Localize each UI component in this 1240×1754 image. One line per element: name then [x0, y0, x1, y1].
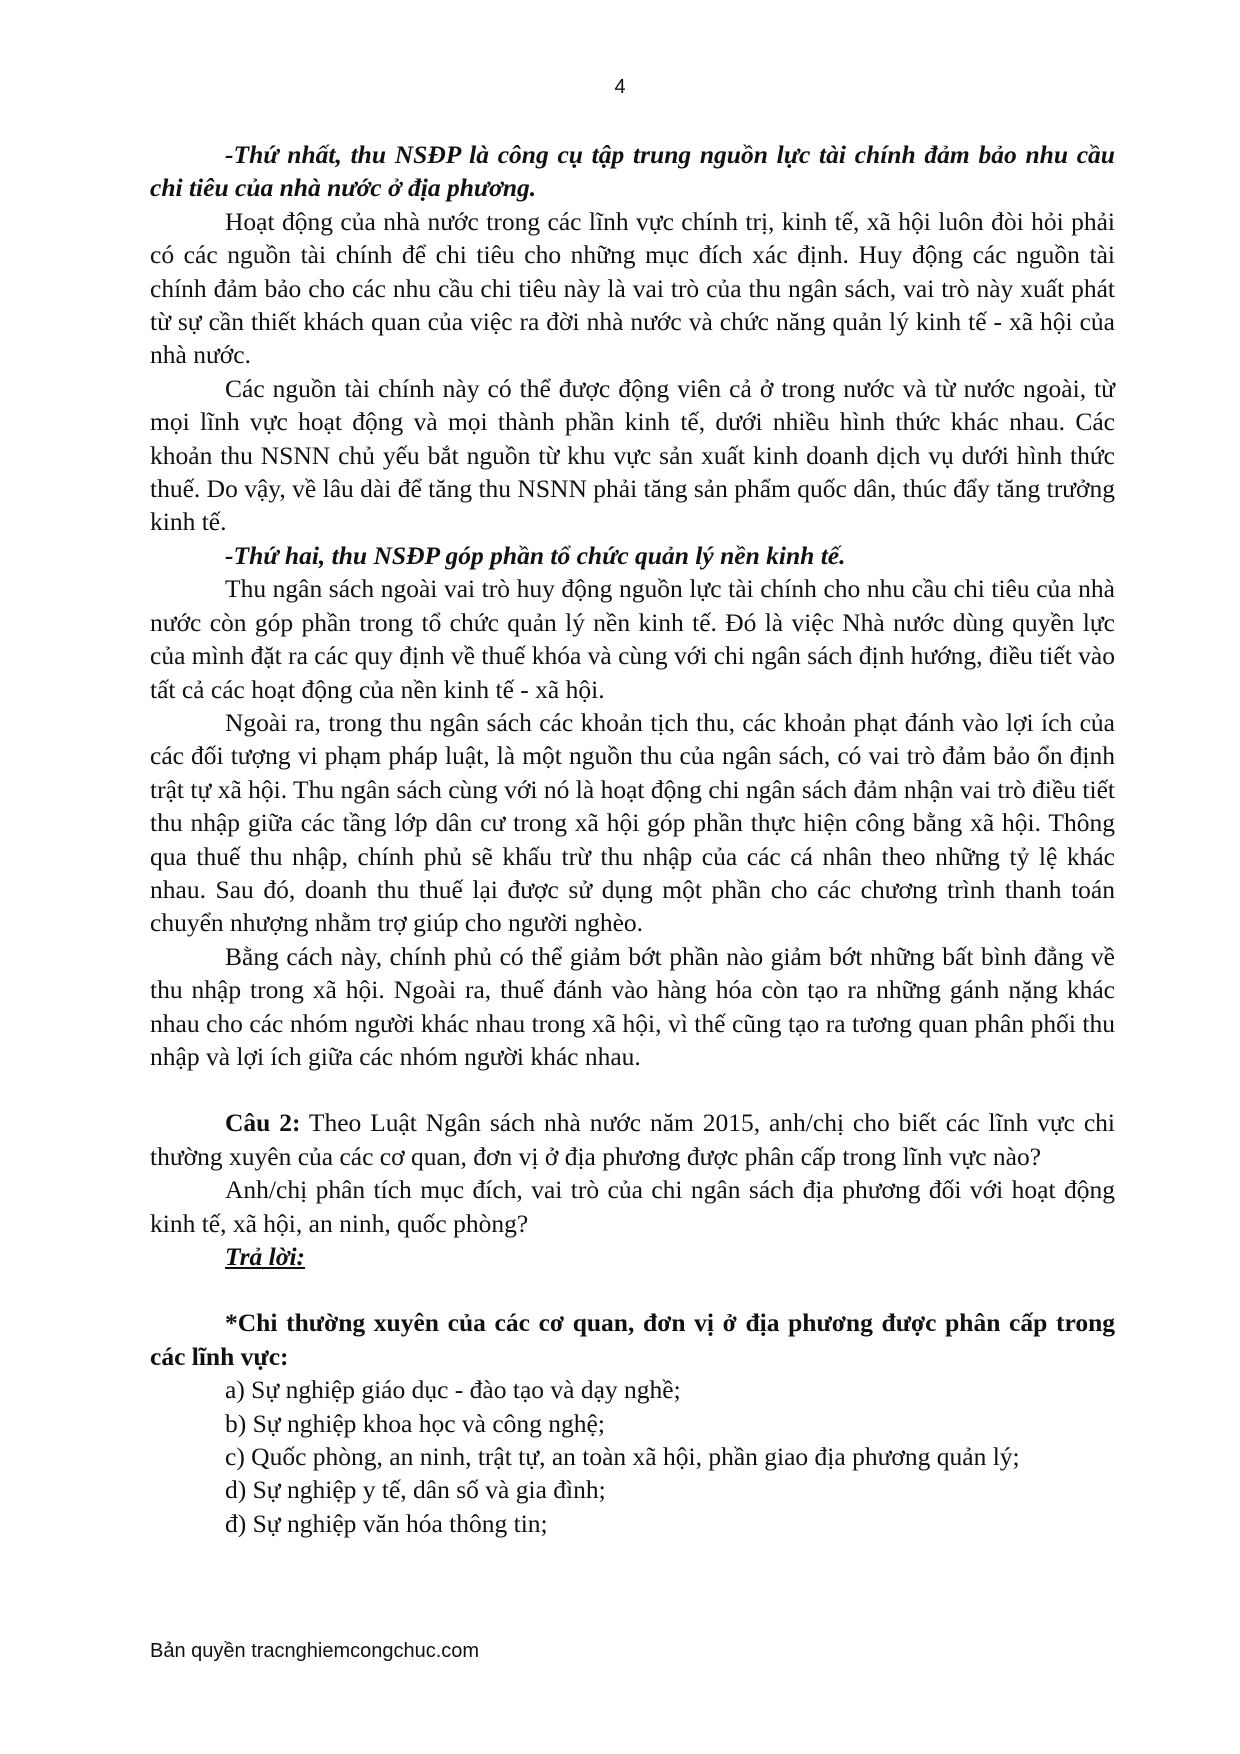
- question-2-followup: Anh/chị phân tích mục đích, vai trò của chi ngân sách địa phương đối với hoạt động kinh tế, xã hội, an ninh, quốc phòng?: [150, 1175, 1115, 1238]
- list-item: d) Sự nghiệp y tế, dân số và gia đình;: [225, 1475, 606, 1505]
- answer-label: Trả lời:: [225, 1242, 306, 1271]
- paragraph: Ngoài ra, trong thu ngân sách các khoản tịch thu, các khoản phạt đánh vào lợi ích của các đối tượng vi phạm pháp luật, là một nguồn thu của ngân sách, có vai trò đảm bảo ổn định trật tự xã hội. Thu ngân sách cùng với nó là hoạt động chi ngân sách đảm nhận vai trò điều tiết thu nhập giữa các tầng lớp dân cư trong xã hội góp phần thực hiện công bằng xã hội. Thông qua thuế thu nhập, chính phủ sẽ khấu trừ thu nhập của các cá nhân theo những tỷ lệ khác nhau. Sau đó, doanh thu thuế lại được sử dụng một phần cho các chương trình thanh toán chuyển nhượng nhằm trợ giúp cho người nghèo.: [150, 707, 1115, 938]
- question-text: Theo Luật Ngân sách nhà nước năm 2015, anh/chị cho biết các lĩnh vực chi thường xuyên của các cơ quan, đơn vị ở địa phương được phân cấp trong lĩnh vực nào?: [150, 1108, 1116, 1171]
- page-number: 4: [614, 76, 626, 98]
- copyright-footer: Bản quyền tracnghiemcongchuc.com: [150, 1640, 480, 1662]
- list-item: c) Quốc phòng, an ninh, trật tự, an toàn xã hội, phần giao địa phương quản lý;: [225, 1442, 1020, 1472]
- paragraph: Các nguồn tài chính này có thể được động viên cả ở trong nước và từ nước ngoài, từ mọi lĩnh vực hoạt động và mọi thành phần kinh tế, dưới nhiều hình thức khác nhau. Các khoản thu NSNN chủ yếu bắt nguồn từ khu vực sản xuất kinh doanh dịch vụ dưới hình thức thuế. Do vậy, về lâu dài để tăng thu NSNN phải tăng sản phẩm quốc dân, thúc đẩy tăng trưởng kinh tế.: [150, 373, 1115, 537]
- question-2: [150, 1106, 1115, 1173]
- section-heading-second: -Thứ hai, thu NSĐP góp phần tổ chức quản lý nền kinh tế.: [225, 540, 846, 570]
- list-item: đ) Sự nghiệp văn hóa thông tin;: [225, 1508, 548, 1538]
- paragraph: Hoạt động của nhà nước trong các lĩnh vực chính trị, kinh tế, xã hội luôn đòi hỏi phải có các nguồn tài chính để chi tiêu cho những mục đích xác định. Huy động các nguồn tài chính đảm bảo cho các nhu cầu chi tiêu này là vai trò của thu ngân sách, vai trò này xuất phát từ sự cần thiết khách quan của việc ra đời nhà nước và chức năng quản lý kinh tế - xã hội của nhà nước.: [150, 206, 1115, 370]
- document-body: [150, 138, 1115, 1540]
- answer-heading: *Chi thường xuyên của các cơ quan, đơn vị ở địa phương được phân cấp trong các lĩnh vực:: [150, 1308, 1115, 1371]
- answer-label-line: [150, 1240, 1115, 1273]
- list-item: a) Sự nghiệp giáo dục - đào tạo và dạy nghề;: [225, 1375, 681, 1405]
- spacer: [150, 1273, 1115, 1306]
- spacer: [150, 1073, 1115, 1106]
- question-label: Câu 2:: [225, 1108, 301, 1138]
- paragraph: Bằng cách này, chính phủ có thể giảm bớt phần nào giảm bớt những bất bình đẳng về thu nhập trong xã hội. Ngoài ra, thuế đánh vào hàng hóa còn tạo ra những gánh nặng khác nhau cho các nhóm người khác nhau trong xã hội, vì thế cũng tạo ra tương quan phân phối thu nhập và lợi ích giữa các nhóm người khác nhau.: [150, 941, 1115, 1071]
- section-heading-first: -Thứ nhất, thu NSĐP là công cụ tập trung nguồn lực tài chính đảm bảo nhu cầu chi tiêu của nhà nước ở địa phương.: [150, 140, 1115, 203]
- paragraph: Thu ngân sách ngoài vai trò huy động nguồn lực tài chính cho nhu cầu chi tiêu của nhà nước còn góp phần trong tổ chức quản lý nền kinh tế. Đó là việc Nhà nước dùng quyền lực của mình đặt ra các quy định về thuế khóa và cùng với chi ngân sách định hướng, điều tiết vào tất cả các hoạt động của nền kinh tế - xã hội.: [150, 574, 1115, 704]
- list-item: b) Sự nghiệp khoa học và công nghệ;: [225, 1408, 605, 1438]
